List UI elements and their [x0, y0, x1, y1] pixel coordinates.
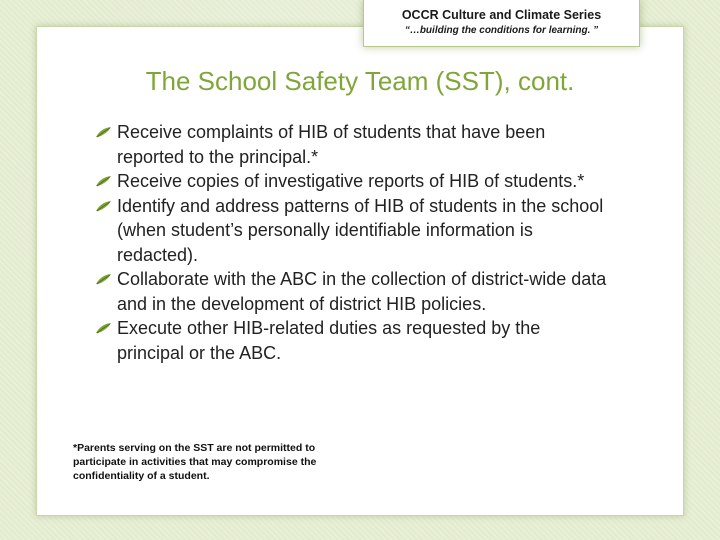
- leaf-sprout-icon: [95, 273, 113, 285]
- slide-title: The School Safety Team (SST), cont.: [145, 66, 575, 96]
- bullet-item: [95, 169, 610, 194]
- series-title: OCCR Culture and Climate Series: [401, 8, 602, 22]
- leaf-sprout-icon: [95, 200, 113, 212]
- footnote: *Parents serving on the SST are not permitted to participate in activities that may compromise the confidentiality of a student.: [73, 442, 317, 482]
- leaf-sprout-icon: [95, 126, 113, 138]
- bullet-list: [95, 120, 610, 365]
- series-header: [363, 0, 640, 47]
- bullet-text: Identify and address patterns of HIB of students in the school (when student’s personally identifiable information is redacted).: [117, 195, 604, 265]
- bullet-item: [95, 267, 610, 316]
- series-subtitle: “…building the conditions for learning. ”: [404, 25, 599, 36]
- bullet-text: Receive complaints of HIB of students that have been reported to the principal.*: [117, 122, 546, 167]
- leaf-sprout-icon: [95, 175, 113, 187]
- bullet-item: [95, 316, 610, 365]
- leaf-sprout-icon: [95, 322, 113, 334]
- bullet-item: [95, 194, 610, 268]
- bullet-text: Execute other HIB-related duties as requested by the principal or the ABC.: [117, 318, 541, 363]
- bullet-item: [95, 120, 610, 169]
- bullet-text: Receive copies of investigative reports of HIB of students.*: [117, 171, 585, 191]
- bullet-text: Collaborate with the ABC in the collection of district-wide data and in the development of district HIB policies.: [117, 269, 607, 314]
